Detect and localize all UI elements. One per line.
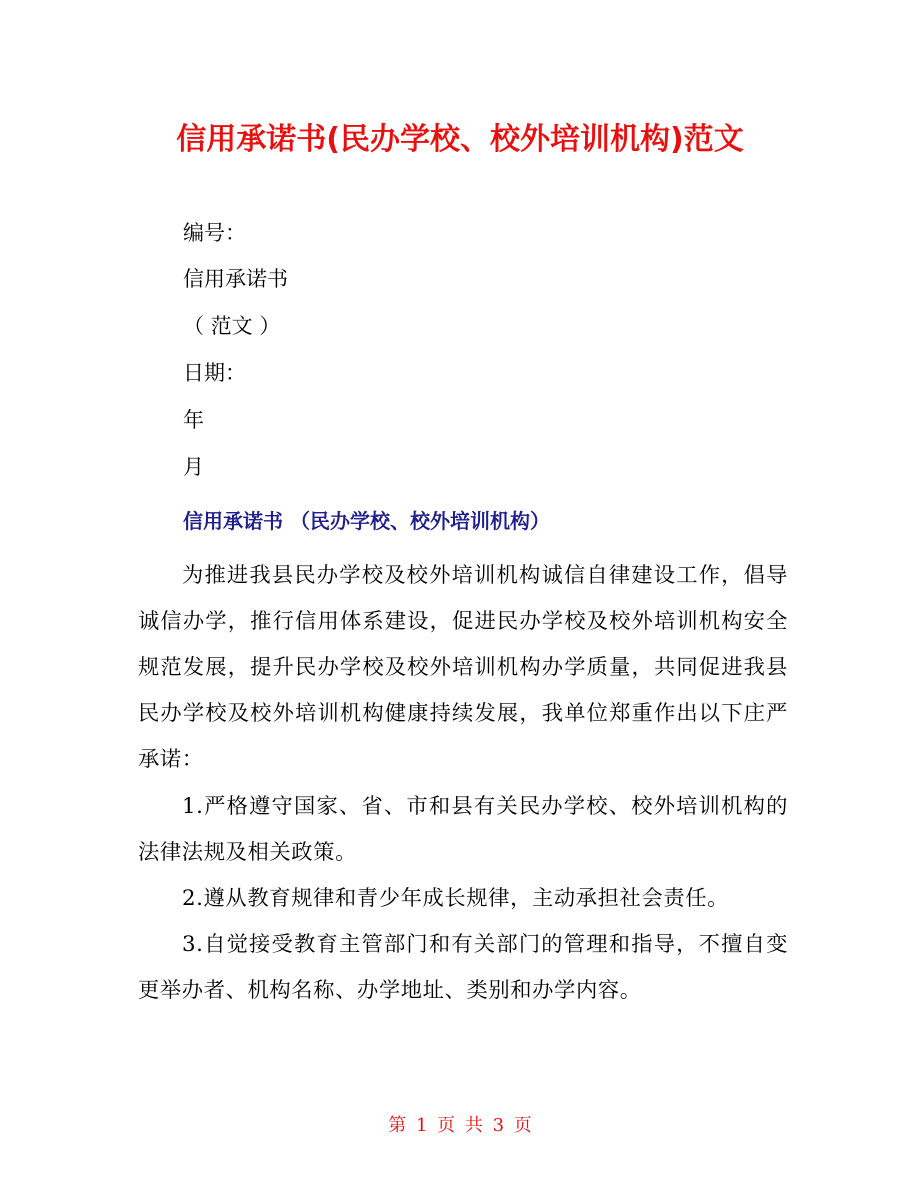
section-heading: 信用承诺书 （民办学校、校外培训机构） — [183, 509, 550, 533]
commitment-item-2: 2.遵从教育规律和青少年成长规律，主动承担社会责任。 — [182, 886, 730, 911]
commitment-item-1: 1.严格遵守国家、省、市和县有关民办学校、校外培训机构的法律法规及相关政策。 — [138, 794, 788, 865]
date-label: 日期： — [183, 361, 246, 385]
doc-type: （ 范文 ） — [183, 314, 281, 338]
page-title: 信用承诺书(民办学校、校外培训机构)范文 — [176, 122, 744, 157]
commitment-item-3: 3.自觉接受教育主管部门和有关部门的管理和指导，不擅自变更举办者、机构名称、办学地址、类别和办学内容。 — [138, 932, 788, 1003]
page-footer: 第 1 页 共 3 页 — [388, 1115, 532, 1136]
number-label: 编号： — [183, 221, 246, 245]
year-label: 年 — [183, 408, 204, 432]
doc-name: 信用承诺书 — [183, 267, 288, 291]
month-label: 月 — [183, 455, 204, 479]
intro-paragraph: 为推进我县民办学校及校外培训机构诚信自律建设工作，倡导诚信办学，推行信用体系建设，促进民办学校及校外培训机构安全规范发展，提升民办学校及校外培训机构办学质量，共同促进我县民办学校及校外培训机构健康持续发展，我单位郑重作出以下庄严承诺： — [138, 563, 788, 772]
